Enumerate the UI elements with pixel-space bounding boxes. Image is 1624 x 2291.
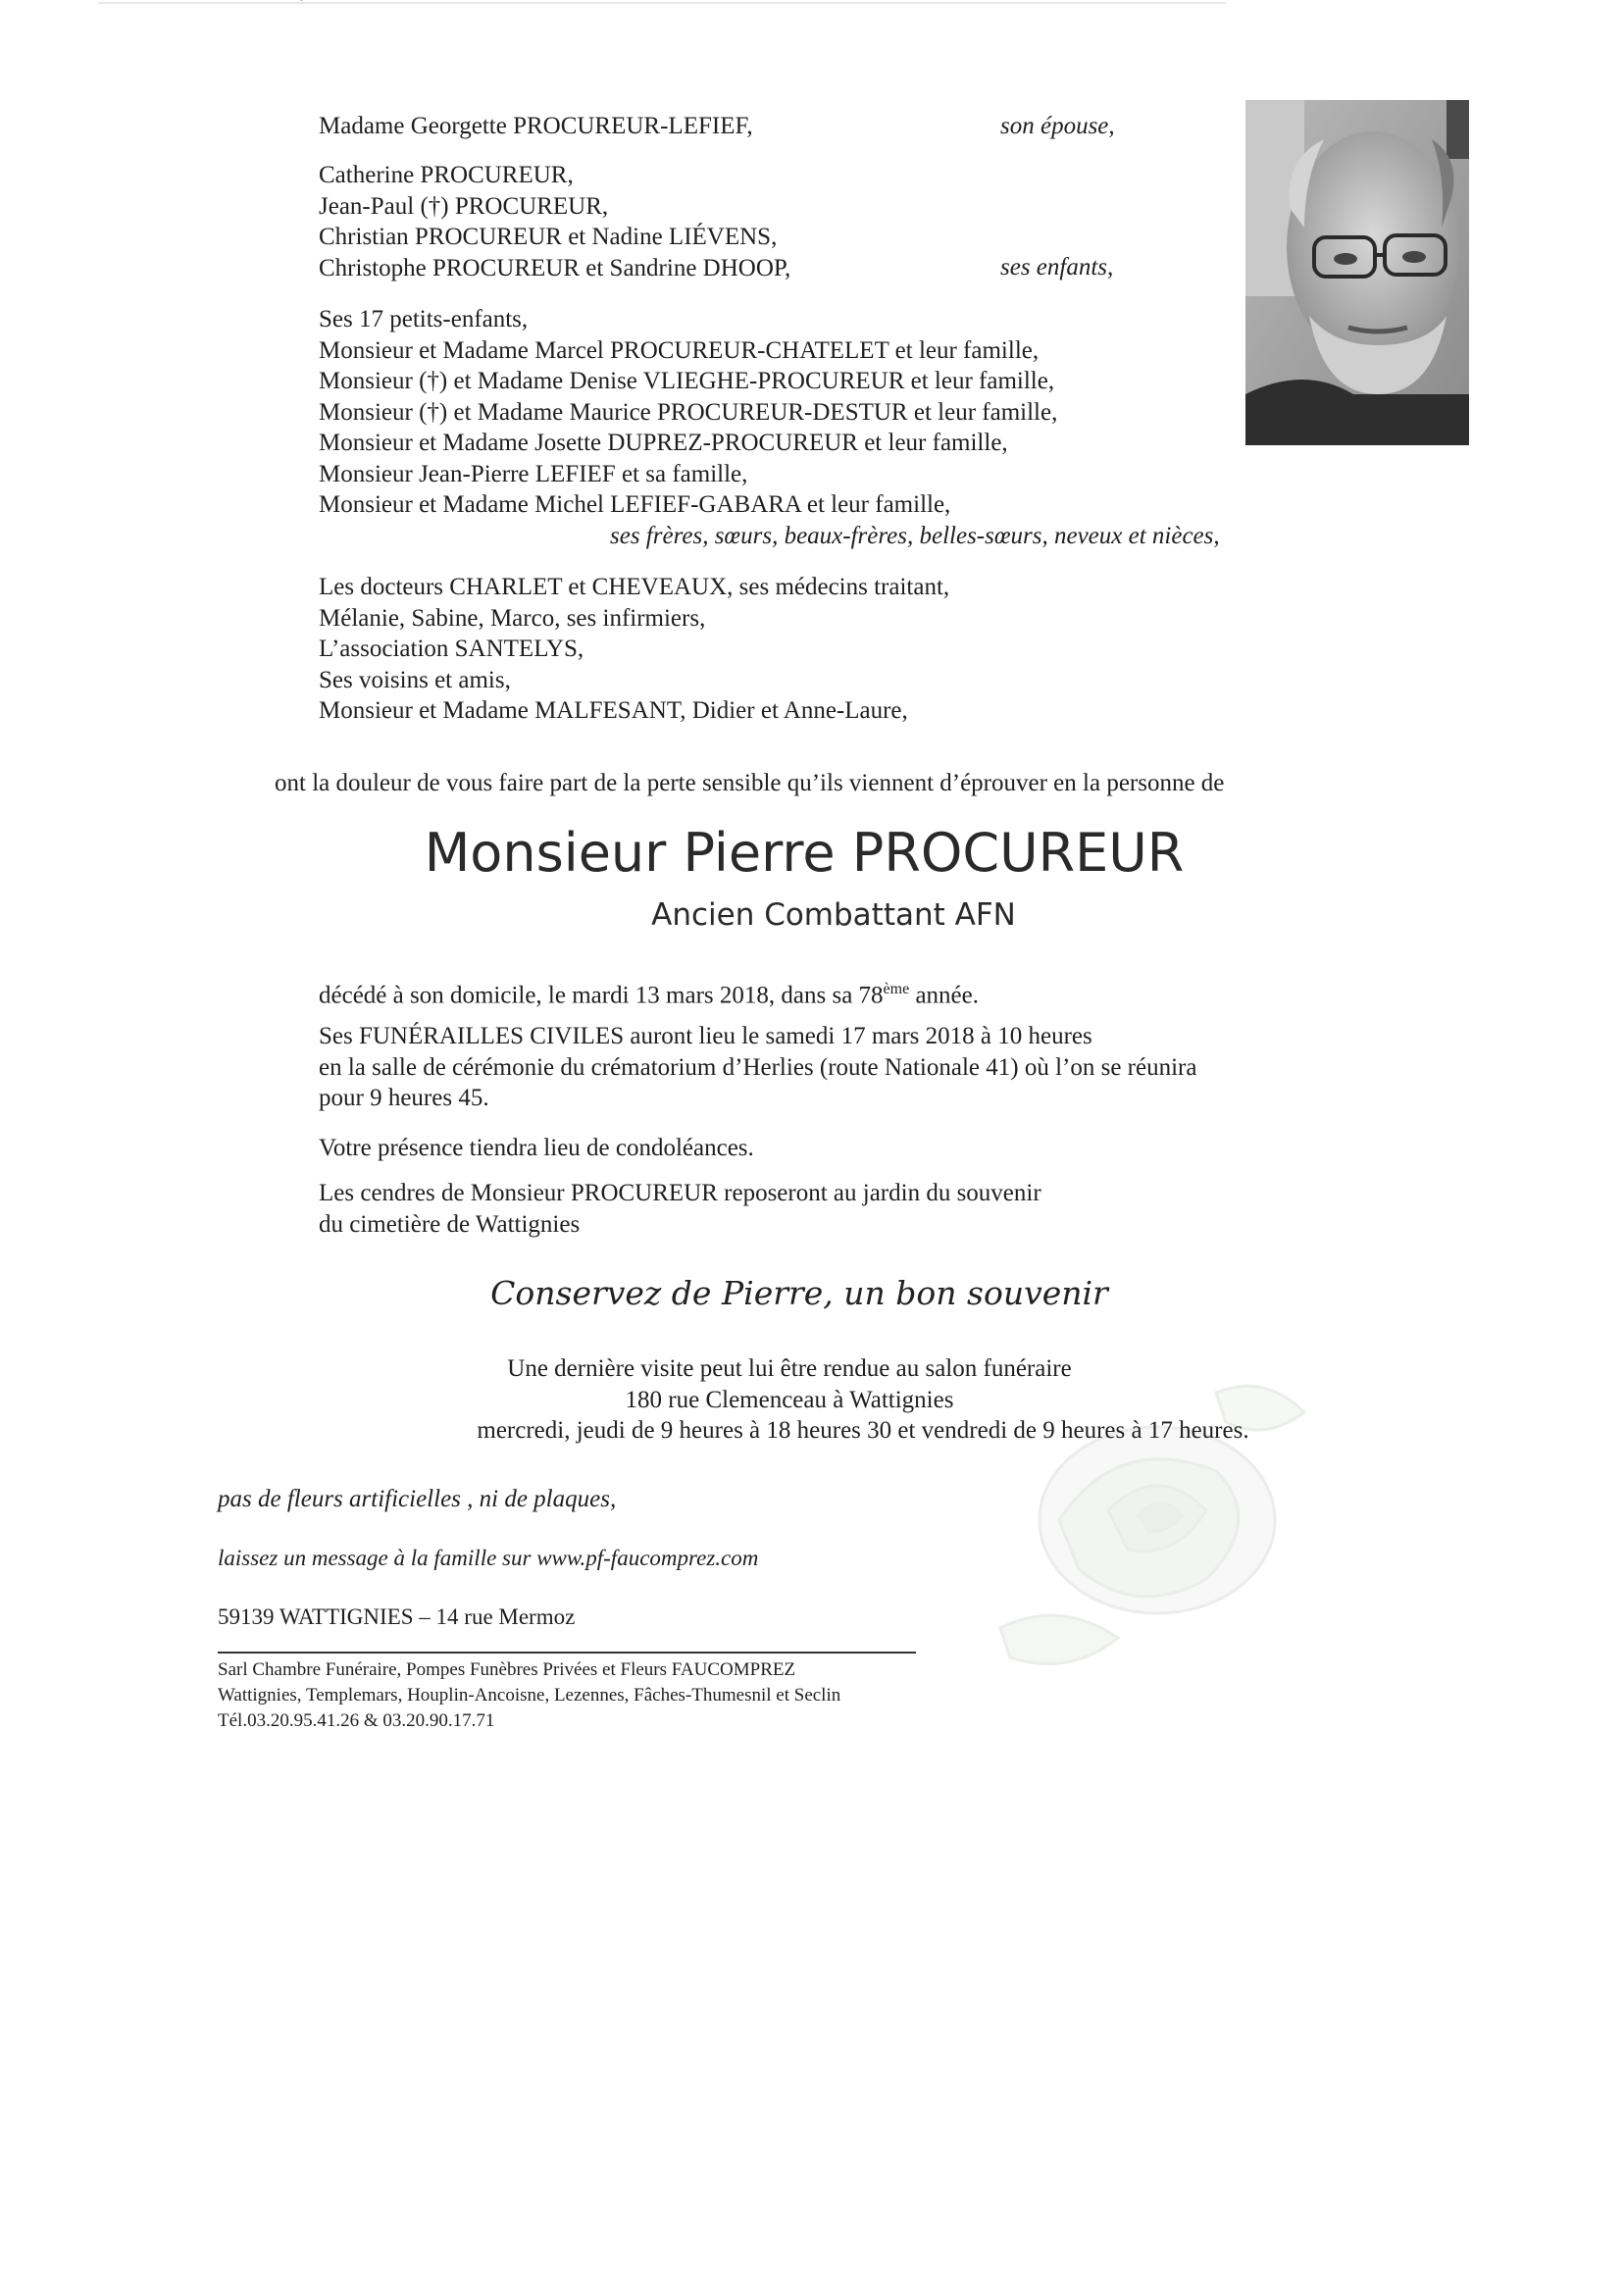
child-line: Jean-Paul (†) PROCUREUR, [319, 192, 609, 220]
death-text: décédé à son domicile, le mardi 13 mars 2018, dans sa 78 [319, 982, 884, 1009]
ashes-line: du cimetière de Wattignies [319, 1210, 581, 1238]
relative-line: Ses 17 petits-enfants, [319, 306, 529, 332]
child-line: Christophe PROCUREUR et Sandrine DHOOP, [319, 254, 791, 281]
other-line: L’association SANTELYS, [319, 636, 584, 662]
relative-line: Monsieur Jean-Pierre LEFIEF et sa famille, [319, 460, 748, 487]
deceased-name: Monsieur Pierre PROCUREUR [424, 822, 1185, 884]
footer-line: Sarl Chambre Funéraire, Pompes Funèbres Privées et Fleurs FAUCOMPREZ [218, 1659, 796, 1680]
relative-line: Monsieur et Madame Marcel PROCUREUR-CHATELET et leur famille, [319, 336, 1040, 364]
spouse-name: Madame Georgette PROCUREUR-LEFIEF, [319, 113, 753, 139]
other-line: Les docteurs CHARLET et CHEVEAUX, ses médecins traitant, [319, 574, 950, 600]
footer-line: Wattignies, Templemars, Houplin-Ancoisne, Lezennes, Fâches-Thumesnil et Seclin [218, 1685, 841, 1706]
note-no-flowers: pas de fleurs artificielles , ni de plaques, [218, 1486, 617, 1512]
company-footer [218, 1657, 840, 1734]
motto-text: Conservez de Pierre, un bon souvenir [490, 1274, 1108, 1312]
relative-line: Monsieur et Madame Josette DUPREZ-PROCUREUR et leur famille, [319, 430, 1008, 456]
scan-top-mark: · [299, 0, 304, 9]
funeral-line: pour 9 heures 45. [319, 1085, 489, 1111]
death-sup: ème [883, 981, 910, 997]
note-message-website: laissez un message à la famille sur www.pf-faucomprez.com [218, 1546, 759, 1570]
funeral-line: en la salle de cérémonie du crématorium d’Herlies (route Nationale 41) où l’on se réunira [319, 1053, 1197, 1081]
scan-top-border [98, 2, 1226, 4]
other-line: Ses voisins et amis, [319, 666, 511, 693]
footer-rule [218, 1652, 916, 1654]
relatives-role: ses frères, sœurs, beaux-frères, belles-sœurs, neveux et nièces, [610, 523, 1220, 549]
funeral-paragraph [319, 1021, 1196, 1114]
address-text: 59139 WATTIGNIES – 14 rue Mermoz [218, 1604, 576, 1629]
relative-line: Monsieur (†) et Madame Denise VLIEGHE-PROCUREUR et leur famille, [319, 368, 1055, 394]
other-line: Monsieur et Madame MALFESANT, Didier et Anne-Laure, [319, 697, 908, 724]
visit-line: Une dernière visite peut lui être rendue au salon funéraire [507, 1355, 1072, 1382]
condolences-text: Votre présence tiendra lieu de condoléances. [319, 1135, 754, 1161]
spouse-role: son épouse, [1000, 113, 1115, 139]
child-line: Christian PROCUREUR et Nadine LIÉVENS, [319, 224, 778, 250]
ashes-paragraph [319, 1178, 1041, 1240]
children-role: ses enfants, [1000, 254, 1114, 280]
ashes-line: Les cendres de Monsieur PROCUREUR reposeront au jardin du souvenir [319, 1180, 1041, 1206]
other-line: Mélanie, Sabine, Marco, ses infirmiers, [319, 604, 706, 632]
deceased-title: Ancien Combattant AFN [651, 897, 1016, 933]
relative-line: Monsieur (†) et Madame Maurice PROCUREUR-DESTUR et leur famille, [319, 398, 1058, 426]
children-list [319, 160, 790, 283]
relatives-list [319, 304, 1057, 521]
death-tail: année. [909, 982, 979, 1009]
relative-line: Monsieur et Madame Michel LEFIEF-GABARA et leur famille, [319, 491, 951, 518]
footer-line: Tél.03.20.95.41.26 & 03.20.90.17.71 [218, 1710, 495, 1731]
visit-line: 180 rue Clemenceau à Wattignies [625, 1386, 954, 1413]
funeral-line: Ses FUNÉRAILLES CIVILES auront lieu le samedi 17 mars 2018 à 10 heures [319, 1023, 1092, 1049]
portrait-photo [1245, 100, 1469, 445]
visit-line: mercredi, jeudi de 9 heures à 18 heures 30 et vendredi de 9 heures à 17 heures. [477, 1417, 1249, 1444]
death-line [319, 974, 979, 1011]
child-line: Catherine PROCUREUR, [319, 162, 574, 188]
announcement-text: ont la douleur de vous faire part de la perte sensible qu’ils viennent d’éprouver en la personne de [275, 770, 1225, 796]
others-list [319, 572, 949, 727]
visit-paragraph [0, 1353, 1624, 1447]
